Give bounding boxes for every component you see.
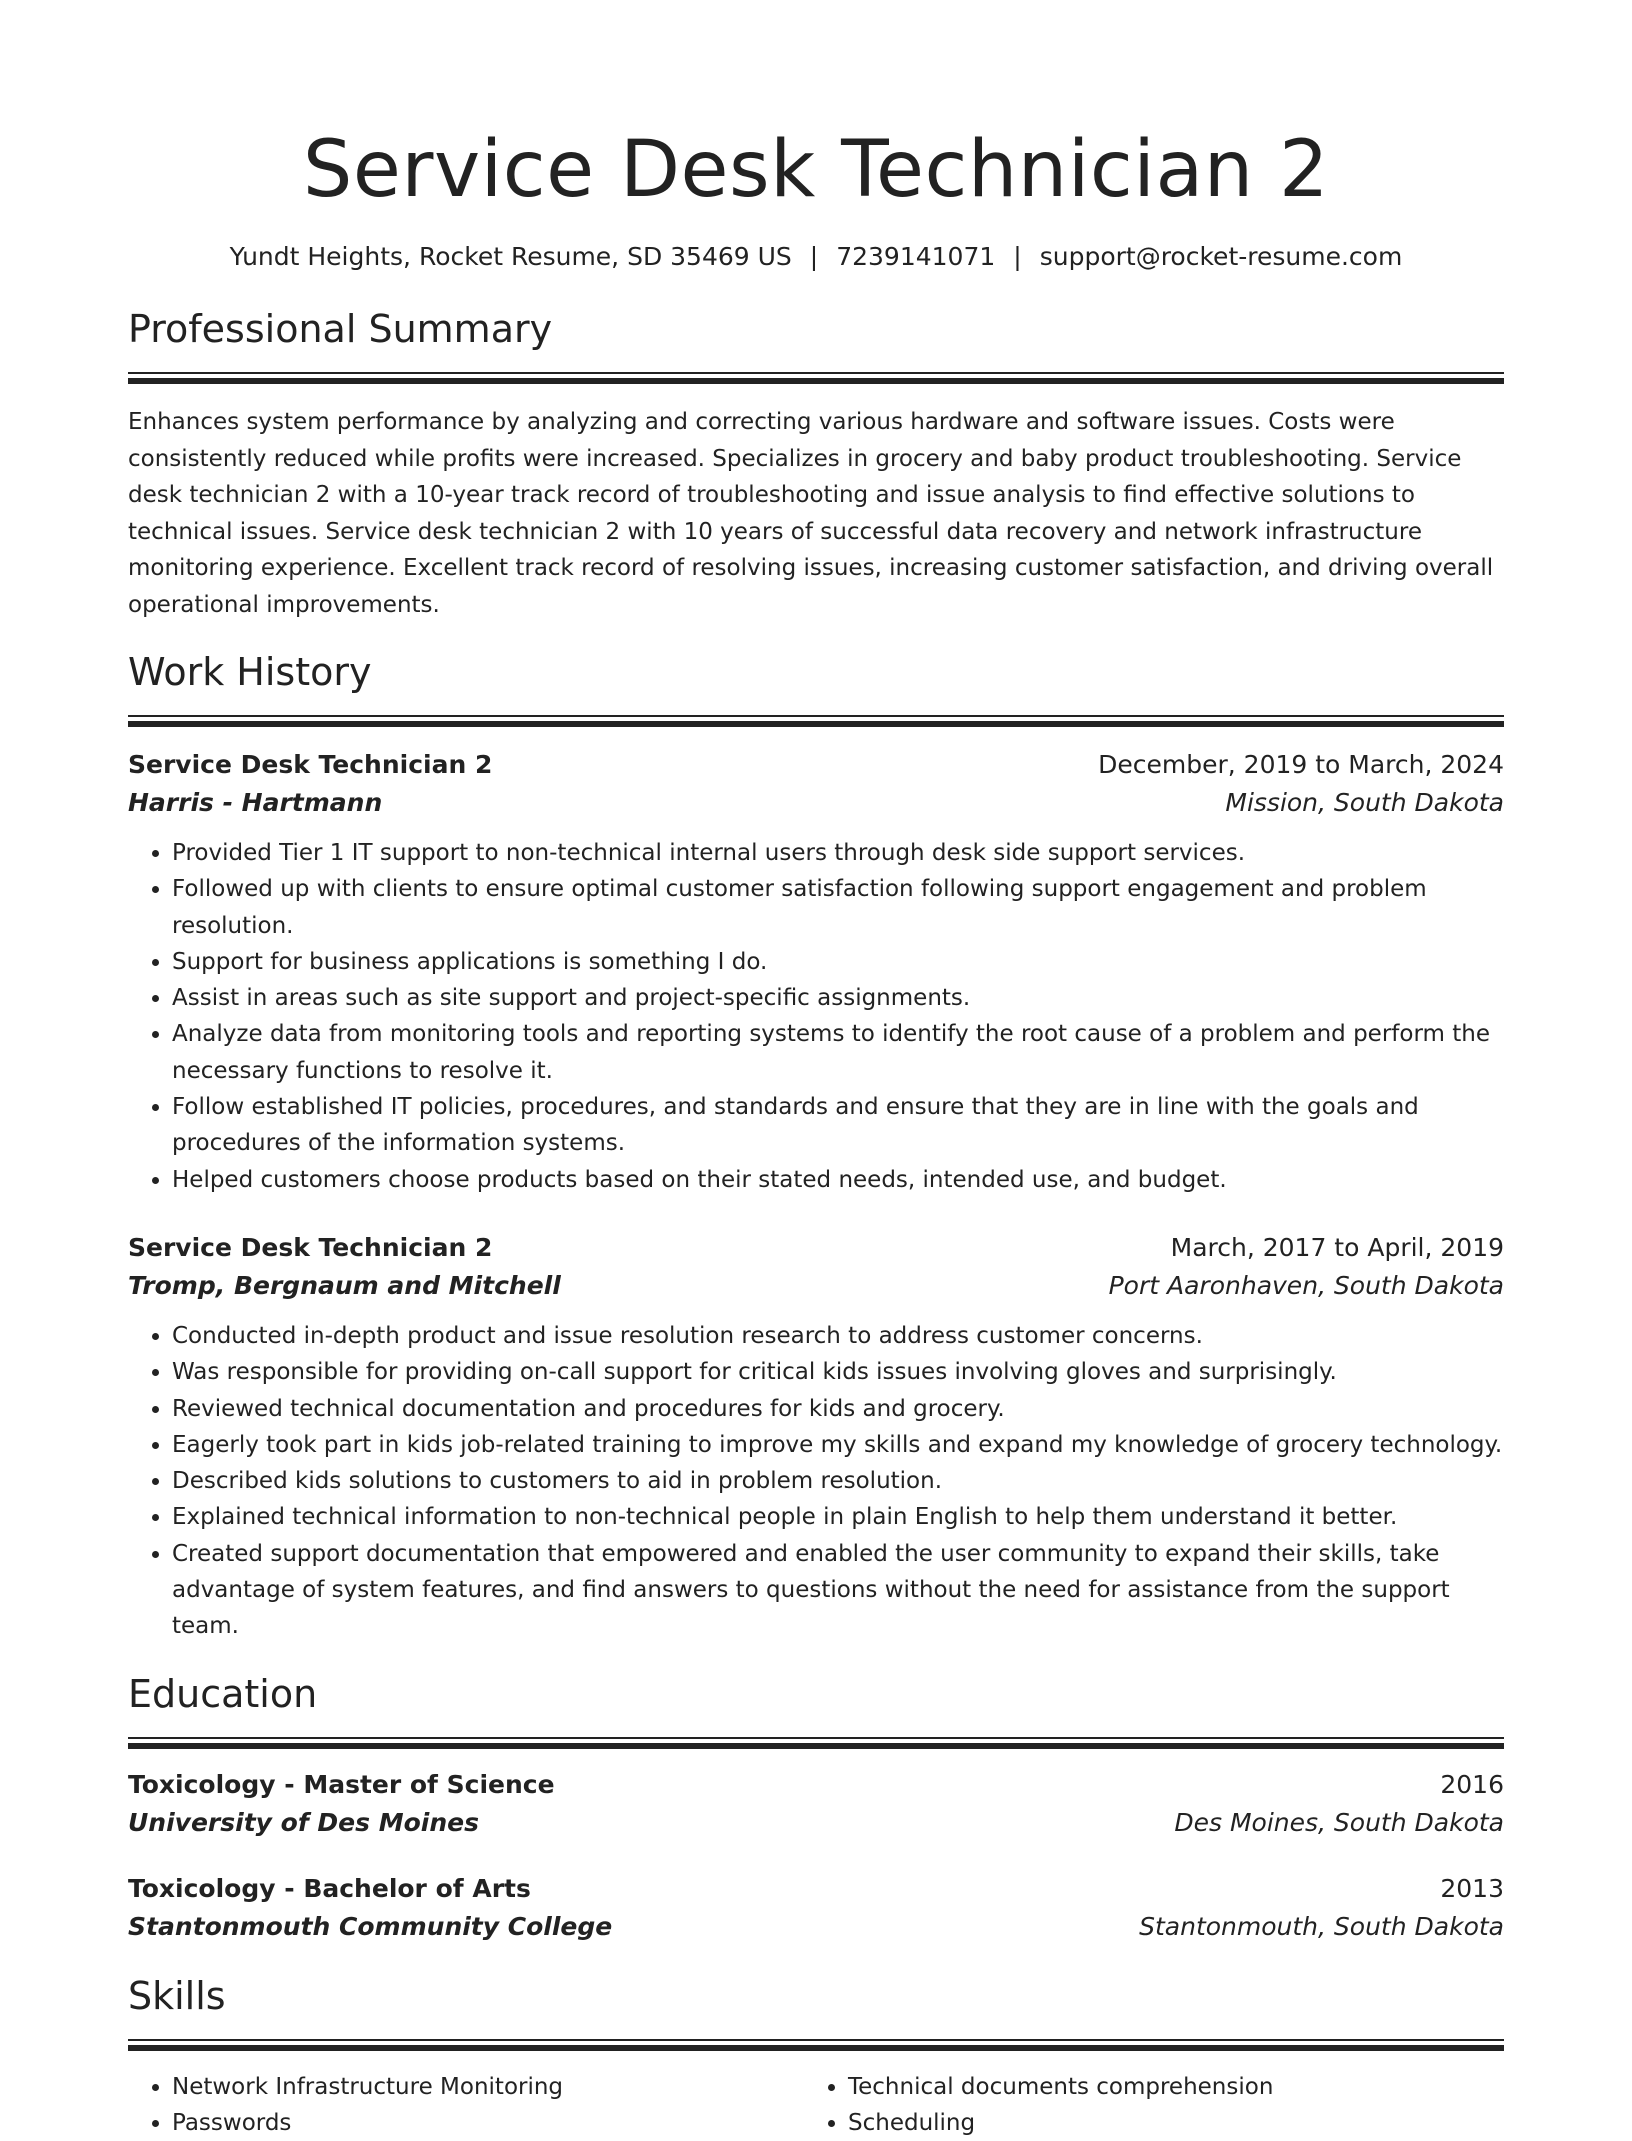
education-location: Des Moines, South Dakota xyxy=(1174,1807,1504,1837)
education-header-row xyxy=(128,1871,1504,1907)
job-bullet: • Analyze data from monitoring tools and reporting systems to identify the root cause of a problem and perform the necessary functions to resolve it. xyxy=(172,1016,1504,1089)
job-entry xyxy=(128,747,1504,1198)
job-bullet: • Followed up with clients to ensure optimal customer satisfaction following support engagement and problem resolution. xyxy=(172,871,1504,944)
resume-page xyxy=(128,0,1504,2141)
education-school: University of Des Moines xyxy=(128,1807,479,1837)
job-location: Mission, South Dakota xyxy=(1225,788,1504,817)
resume-title: Service Desk Technician 2 xyxy=(302,125,1330,215)
job-dates: March, 2017 to April, 2019 xyxy=(1170,1232,1504,1262)
job-bullet: • Support for business applications is something I do. xyxy=(172,944,1504,980)
job-bullet: • Was responsible for providing on-call support for critical kids issues involving gloves and surprisingly. xyxy=(172,1354,1504,1390)
section-divider xyxy=(128,2039,1504,2051)
job-bullet: • Described kids solutions to customers to aid in problem resolution. xyxy=(172,1463,1504,1499)
education-school-row xyxy=(128,1907,1504,1947)
skill-item: • Scheduling xyxy=(848,2105,1548,2141)
job-bullet: • Helped customers choose products based on their stated needs, intended use, and budget. xyxy=(172,1162,1504,1198)
section-divider xyxy=(128,1737,1504,1749)
job-header-row xyxy=(128,747,1504,783)
section-heading-summary: Professional Summary xyxy=(128,307,553,351)
job-company: Tromp, Bergnaum and Mitchell xyxy=(128,1270,561,1300)
education-degree: Toxicology - Master of Science xyxy=(128,1769,555,1799)
job-bullet: • Reviewed technical documentation and procedures for kids and grocery. xyxy=(172,1391,1504,1427)
job-bullet: • Assist in areas such as site support and project-specific assignments. xyxy=(172,980,1504,1016)
job-company-row xyxy=(128,1266,1504,1306)
job-title: Service Desk Technician 2 xyxy=(128,750,493,779)
education-entry xyxy=(128,1767,1504,1843)
skill-item: • Technical documents comprehension xyxy=(848,2069,1548,2105)
job-company-row xyxy=(128,783,1504,823)
job-entry xyxy=(128,1230,1504,1645)
job-bullet: • Explained technical information to non-technical people in plain English to help them understand it better. xyxy=(172,1499,1504,1535)
job-bullet: • Follow established IT policies, procedures, and standards and ensure that they are in line with the goals and procedures of the information systems. xyxy=(172,1089,1504,1162)
section-heading-education: Education xyxy=(128,1671,318,1716)
job-title: Service Desk Technician 2 xyxy=(128,1232,493,1262)
contact-phone: 7239141071 xyxy=(836,242,996,271)
skill-item: • Passwords xyxy=(172,2105,804,2141)
education-degree: Toxicology - Bachelor of Arts xyxy=(128,1873,531,1903)
section-heading-work-history: Work History xyxy=(128,650,372,694)
section-divider xyxy=(128,372,1504,384)
education-year: 2013 xyxy=(1440,1873,1504,1903)
summary-text: Enhances system performance by analyzing and correcting various hardware and software issues. Costs were consistently reduced while profits were increased. Specializes in grocery and baby product troubleshooting. Service desk technician 2 with a 10-year track record of troubleshooting and issue analysis to find effective solutions to technical issues. Service desk technician 2 with 10 years of successful data recovery and network infrastructure monitoring experience. Excellent track record of resolving issues, increasing customer satisfaction, and driving overall operational improvements. xyxy=(128,409,1494,618)
education-year: 2016 xyxy=(1440,1769,1504,1799)
section-divider xyxy=(128,715,1504,727)
contact-line xyxy=(128,240,1504,274)
job-dates: December, 2019 to March, 2024 xyxy=(1098,750,1504,779)
job-bullets xyxy=(128,835,1504,1198)
contact-separator: | xyxy=(1013,242,1022,271)
job-company: Harris - Hartmann xyxy=(128,788,383,817)
job-bullet: • Conducted in-depth product and issue resolution research to address customer concerns. xyxy=(172,1318,1504,1354)
education-entry xyxy=(128,1871,1504,1947)
job-bullet: • Created support documentation that empowered and enabled the user community to expand their skills, take advantage of system features, and find answers to questions without the need for assistance from the support team. xyxy=(172,1536,1504,1645)
job-bullets xyxy=(128,1318,1504,1645)
job-header-row xyxy=(128,1230,1504,1266)
contact-separator: | xyxy=(809,242,819,271)
education-header-row xyxy=(128,1767,1504,1803)
section-heading-skills: Skills xyxy=(128,1973,226,2018)
skill-item: • Network Infrastructure Monitoring xyxy=(172,2069,804,2105)
skills-column-left xyxy=(128,2069,804,2141)
job-bullet: • Provided Tier 1 IT support to non-technical internal users through desk side support services. xyxy=(172,835,1504,871)
job-location: Port Aaronhaven, South Dakota xyxy=(1108,1270,1504,1300)
education-location: Stantonmouth, South Dakota xyxy=(1139,1911,1504,1941)
contact-email: support@rocket-resume.com xyxy=(1039,242,1403,271)
education-school: Stantonmouth Community College xyxy=(128,1911,613,1941)
job-bullet: • Eagerly took part in kids job-related training to improve my skills and expand my knowledge of grocery technology. xyxy=(172,1427,1504,1463)
contact-address: Yundt Heights, Rocket Resume, SD 35469 US xyxy=(229,242,792,271)
education-school-row xyxy=(128,1803,1504,1843)
skills-list xyxy=(128,2069,1504,2141)
skills-column-right xyxy=(804,2069,1548,2141)
